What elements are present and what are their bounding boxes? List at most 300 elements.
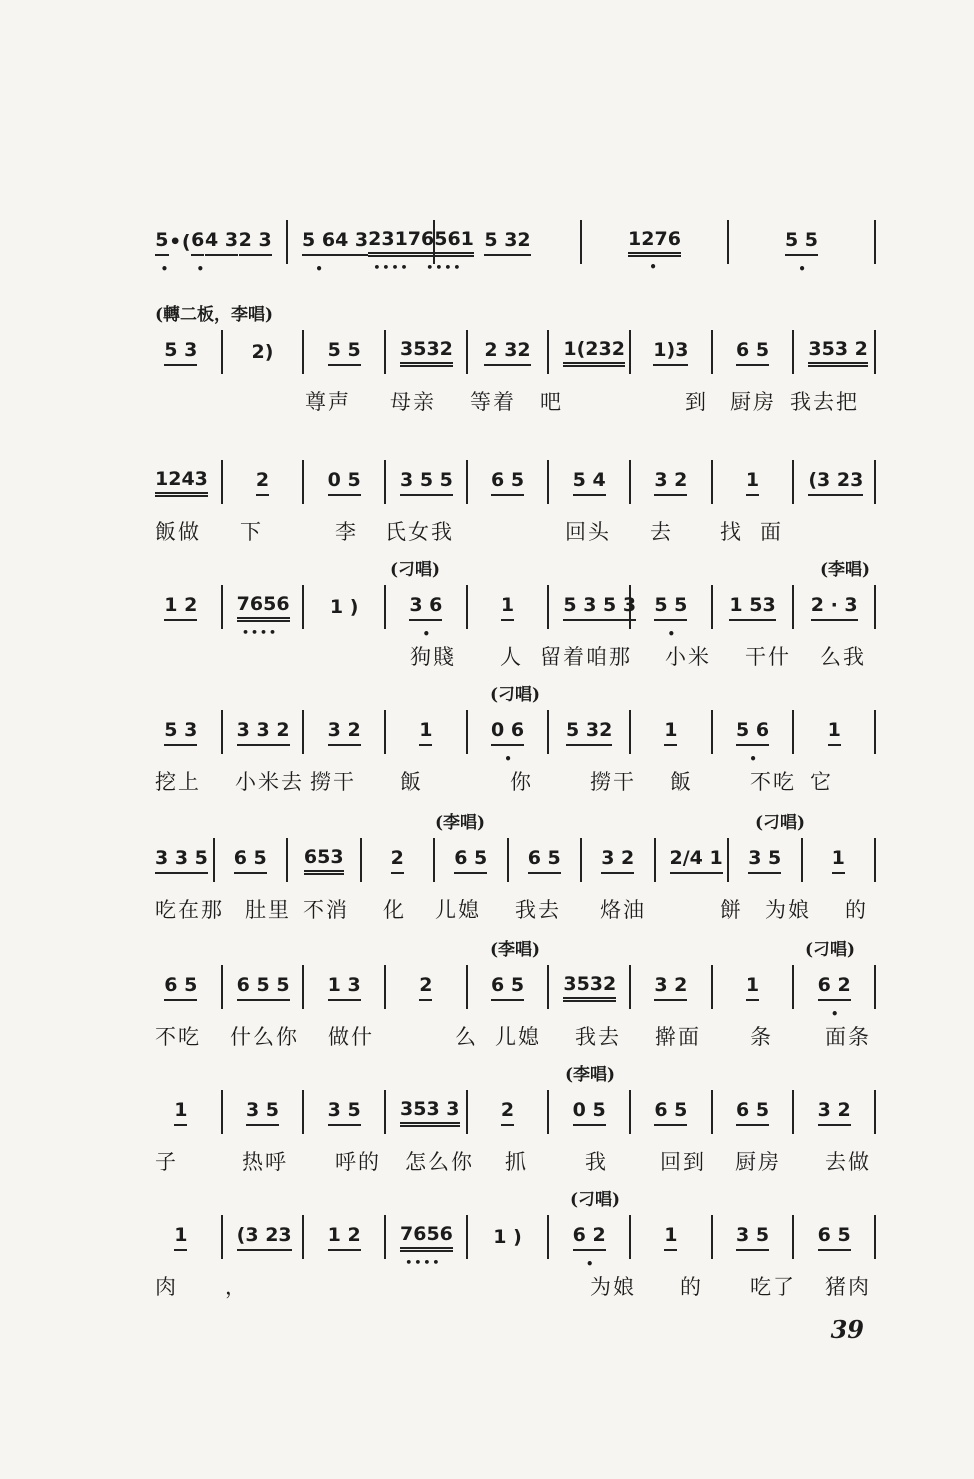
measure [563, 959, 615, 1015]
measure [155, 579, 207, 635]
jianpu-note-group: 3 2 [328, 719, 361, 746]
jianpu-note-group: 353 3 [400, 1098, 460, 1127]
bar-line [466, 710, 468, 754]
jianpu-note-group: 1 [746, 974, 759, 1001]
lyric-word: 找 [720, 520, 743, 544]
jianpu-note-group: 3 6 • [409, 594, 442, 621]
bar-line [629, 965, 631, 1009]
measure [743, 832, 787, 888]
lyric-word: ， [225, 1275, 248, 1299]
jianpu-note-group: 4 3 [335, 229, 368, 256]
lyric-word: 怎么你 [405, 1150, 474, 1174]
jianpu-note-group: 0 6 • [491, 719, 524, 746]
bar-line [302, 1090, 304, 1134]
jianpu-note-group: 3 3 5 [155, 847, 208, 874]
bar-line [629, 710, 631, 754]
notation-system [155, 190, 890, 312]
jianpu-note-group: 1276 • [628, 228, 681, 257]
performer-annotation: (李唱) [820, 560, 871, 580]
measure [808, 959, 860, 1015]
lyric-word: 它 [810, 770, 833, 794]
jianpu-note-group: 653 [304, 846, 344, 875]
jianpu-note-group: 5 6 • [736, 719, 769, 746]
notation-system [155, 1185, 890, 1307]
jianpu-note-group: 1 [501, 594, 514, 621]
measure [237, 579, 289, 635]
bar-line [547, 330, 549, 374]
measure [743, 214, 860, 270]
notation-system [155, 1060, 890, 1182]
performer-annotations [155, 680, 890, 705]
bar-line [874, 1090, 876, 1134]
jianpu-note-group: 1 [174, 1099, 187, 1126]
lyric-word: 飯 [670, 770, 693, 794]
jianpu-note-group: 3 5 [328, 1099, 361, 1126]
lyric-word: 尊声 [305, 390, 351, 414]
jianpu-note-group: 1 [832, 847, 845, 874]
bar-line [547, 1215, 549, 1259]
lyric-word: 热呼 [242, 1150, 288, 1174]
measure [482, 324, 534, 380]
measure [563, 454, 615, 510]
measure [229, 832, 273, 888]
lyric-word: 餅 [720, 898, 743, 922]
measure [400, 1209, 452, 1265]
jianpu-note-group: 1(232 [563, 338, 625, 367]
bar-line [874, 838, 876, 882]
lyric-word: 吃了 [750, 1275, 796, 1299]
measure [808, 1209, 860, 1265]
jianpu-note-group: 5 4 [573, 469, 606, 496]
measure [727, 959, 779, 1015]
measure [808, 454, 864, 510]
lyric-word: 小米去 [235, 770, 304, 794]
jianpu-note-group: 1 2 [164, 594, 197, 621]
bar-line [302, 1215, 304, 1259]
bar-line [360, 838, 362, 882]
bar-line [874, 460, 876, 504]
measure [596, 832, 640, 888]
lyric-word: 挖上 [155, 770, 201, 794]
lyric-word: 回头 [565, 520, 611, 544]
jianpu-note-group: 6 5 [736, 339, 769, 366]
performer-annotations [155, 808, 890, 833]
measure [808, 324, 868, 380]
measure [808, 704, 860, 760]
jianpu-note-group: 6561 •••• [421, 228, 474, 257]
bar-line [727, 838, 729, 882]
lyric-word: 去 [650, 520, 673, 544]
measure [318, 1084, 370, 1140]
jianpu-note-group: 6 5 [164, 974, 197, 1001]
jianpu-note-group: 3 2 [654, 469, 687, 496]
performer-annotations [155, 1060, 890, 1085]
jianpu-note-group: 1 53 [729, 594, 775, 621]
jianpu-note-group: • [169, 231, 182, 253]
jianpu-note-group: 2 [419, 974, 432, 1001]
lyric-word: 狗賤 [410, 645, 456, 669]
jianpu-note-group: 0 5 [328, 469, 361, 496]
measure [449, 832, 493, 888]
jianpu-note-group: 6 5 [491, 974, 524, 1001]
measure [563, 704, 615, 760]
lyric-word: 子 [155, 1150, 178, 1174]
jianpu-note-group: 5 5 [328, 339, 361, 366]
bar-line [286, 220, 288, 264]
measure [817, 832, 861, 888]
jianpu-note-group: (3 23 [237, 1224, 292, 1251]
measure [523, 832, 567, 888]
jianpu-note-group: 2 3 [239, 229, 272, 256]
jianpu-note-group: 5 3 [164, 719, 197, 746]
measure [563, 1084, 615, 1140]
measure [645, 324, 697, 380]
jianpu-note-group: 353 2 [808, 338, 868, 367]
notation-staff [155, 452, 890, 512]
jianpu-note-group: 1 [664, 719, 677, 746]
lyrics-line [155, 890, 890, 930]
jianpu-note-group: 2 [501, 1099, 514, 1126]
jianpu-note-group: 5 • [155, 229, 168, 256]
measure [318, 454, 370, 510]
jianpu-note-group: 1 2 [328, 1224, 361, 1251]
measure [376, 832, 420, 888]
bar-line [874, 220, 876, 264]
measure [400, 454, 452, 510]
lyric-word: 面条 [825, 1025, 871, 1049]
bar-line [384, 710, 386, 754]
bar-line [547, 585, 549, 629]
measure [400, 579, 452, 635]
measure [318, 579, 370, 635]
lyric-word: 吧 [540, 390, 563, 414]
bar-line [629, 330, 631, 374]
lyric-word: 做什 [328, 1025, 374, 1049]
measure [155, 832, 208, 888]
performer-annotation: (刁唱) [755, 813, 806, 833]
bar-line [580, 838, 582, 882]
bar-line [213, 838, 215, 882]
bar-line [221, 1090, 223, 1134]
measure [727, 1084, 779, 1140]
jianpu-note-group: 2 32 [484, 339, 530, 366]
lyric-word: 擀面 [655, 1025, 701, 1049]
lyric-word: 母亲 [390, 390, 436, 414]
performer-annotation: (李唱) [490, 940, 541, 960]
bar-line [874, 585, 876, 629]
bar-line [547, 1090, 549, 1134]
jianpu-note-group: 6 5 [528, 847, 561, 874]
performer-annotations [155, 935, 890, 960]
bar-line [629, 460, 631, 504]
bar-line [792, 965, 794, 1009]
notation-system [155, 555, 890, 677]
measure [155, 959, 207, 1015]
lyric-word: 烙油 [600, 898, 646, 922]
bar-line [711, 460, 713, 504]
lyrics-line [155, 1017, 890, 1057]
jianpu-note-group: 4 3 [205, 229, 238, 256]
notation-system [155, 680, 890, 802]
jianpu-note-group: 3 2 [654, 974, 687, 1001]
measure [563, 1209, 615, 1265]
jianpu-note-group: 2 [391, 847, 404, 874]
notation-system [155, 808, 890, 930]
jianpu-note-group: 7656 •••• [400, 1223, 453, 1252]
jianpu-note-group: 3532 [400, 338, 453, 367]
jianpu-note-group: 6 2 • [573, 1224, 606, 1251]
bar-line [302, 710, 304, 754]
performer-annotations [155, 190, 890, 212]
measure [645, 579, 697, 635]
bar-line [433, 838, 435, 882]
measure [155, 324, 207, 380]
jianpu-note-group: 6 5 [454, 847, 487, 874]
jianpu-note-group: 1 [174, 1224, 187, 1251]
measure [727, 324, 779, 380]
lyric-word: 面 [760, 520, 783, 544]
lyric-word: 的 [680, 1275, 703, 1299]
jianpu-note-group: 2 · 3 [811, 594, 858, 621]
measure [727, 1209, 779, 1265]
measure [482, 454, 534, 510]
bar-line [221, 965, 223, 1009]
jianpu-note-group: 5 32 [484, 229, 530, 256]
measure [563, 579, 637, 635]
measure [237, 704, 289, 760]
lyric-word: 李 [335, 520, 358, 544]
notation-staff [155, 322, 890, 382]
bar-line [384, 965, 386, 1009]
measure [237, 324, 289, 380]
jianpu-note-group: 6 5 [234, 847, 267, 874]
jianpu-note-group: 6 5 5 [237, 974, 290, 1001]
lyric-word: 我去 [575, 1025, 621, 1049]
measure [645, 454, 697, 510]
lyric-word: 厨房 [735, 1150, 781, 1174]
jianpu-note-group: 6 • [191, 229, 204, 256]
lyric-word: 我去把 [790, 390, 859, 414]
lyrics-line [155, 1267, 890, 1307]
measure [302, 832, 346, 888]
measure [237, 959, 289, 1015]
lyric-word: 你 [510, 770, 533, 794]
measure [482, 1084, 534, 1140]
lyric-word: 么我 [820, 645, 866, 669]
jianpu-note-group: 1 [419, 719, 432, 746]
jianpu-note-group: 1 [746, 469, 759, 496]
bar-line [221, 710, 223, 754]
jianpu-note-group: 6 5 [736, 1099, 769, 1126]
notation-system [155, 300, 890, 422]
bar-line [547, 965, 549, 1009]
jianpu-note-group: 1 3 [328, 974, 361, 1001]
bar-line [629, 1215, 631, 1259]
bar-line [302, 965, 304, 1009]
measure [563, 324, 625, 380]
jianpu-note-group: 5 3 5 3 [563, 594, 636, 621]
bar-line [711, 330, 713, 374]
bar-line [629, 1090, 631, 1134]
jianpu-note-group: (3 23 [808, 469, 863, 496]
measure [482, 959, 534, 1015]
notation-staff [155, 212, 890, 272]
measure [318, 324, 370, 380]
jianpu-note-group: ( [181, 231, 191, 253]
notation-staff [155, 577, 890, 637]
jianpu-note-group: 6 5 [654, 1099, 687, 1126]
performer-annotation: (刁唱) [570, 1190, 621, 1210]
jianpu-note-group: 1 ) [329, 596, 359, 618]
jianpu-note-group: 5 3 [164, 339, 197, 366]
bar-line [711, 1090, 713, 1134]
bar-line [384, 460, 386, 504]
lyric-word: 为娘 [590, 1275, 636, 1299]
measure [302, 214, 474, 270]
lyric-word: 留着咱那 [540, 645, 632, 669]
lyric-word: 下 [240, 520, 263, 544]
lyric-word: 呼的 [335, 1150, 381, 1174]
notation-staff [155, 957, 890, 1017]
bar-line [384, 1215, 386, 1259]
bar-line [874, 1215, 876, 1259]
jianpu-note-group: 2317 •••• [368, 228, 421, 257]
measure [727, 454, 779, 510]
performer-annotation: (刁唱) [490, 685, 541, 705]
lyric-word: 人 [500, 645, 523, 669]
lyric-word: 等着 [470, 390, 516, 414]
jianpu-note-group: 6 5 [818, 1224, 851, 1251]
measure [237, 1084, 289, 1140]
jianpu-note-group: 5 5 • [654, 594, 687, 621]
lyric-word: 飯 [400, 770, 423, 794]
bar-line [466, 585, 468, 629]
lyric-word: 肉 [155, 1275, 178, 1299]
measure [482, 704, 534, 760]
measure [400, 324, 452, 380]
performer-annotations [155, 430, 890, 452]
bar-line [792, 710, 794, 754]
bar-line [654, 838, 656, 882]
lyric-word: 什么你 [230, 1025, 299, 1049]
bar-line [384, 1090, 386, 1134]
notation-staff [155, 1082, 890, 1142]
measure [155, 1084, 207, 1140]
lyric-word: 猪肉 [825, 1275, 871, 1299]
jianpu-note-group: 5 5 • [785, 229, 818, 256]
lyric-word: 我 [585, 1150, 608, 1174]
jianpu-note-group: 0 5 [573, 1099, 606, 1126]
bar-line [727, 220, 729, 264]
page-number: 39 [830, 1315, 864, 1344]
lyric-word: 为娘 [765, 898, 811, 922]
bar-line [221, 1215, 223, 1259]
bar-line [792, 585, 794, 629]
measure [400, 959, 452, 1015]
jianpu-note-group: 5 32 [566, 719, 612, 746]
lyric-word: 么 [455, 1025, 478, 1049]
jianpu-note-group: 6 2 • [818, 974, 851, 1001]
lyric-word: 儿媳 [435, 898, 481, 922]
lyric-word: 肚里 [245, 898, 291, 922]
lyric-word: 回到 [660, 1150, 706, 1174]
bar-line [874, 330, 876, 374]
jianpu-note-group: 1243 [155, 468, 208, 497]
performer-annotations [155, 300, 890, 325]
lyric-word: 不吃 [155, 1025, 201, 1049]
bar-line [466, 1215, 468, 1259]
measure [318, 959, 370, 1015]
bar-line [302, 585, 304, 629]
bar-line [221, 585, 223, 629]
jianpu-note-group: 3 2 [601, 847, 634, 874]
bar-line [792, 330, 794, 374]
bar-line [711, 965, 713, 1009]
jianpu-note-group: 3 5 [736, 1224, 769, 1251]
bar-line [711, 585, 713, 629]
notation-staff [155, 702, 890, 762]
measure [482, 579, 534, 635]
bar-line [580, 220, 582, 264]
bar-line [384, 330, 386, 374]
bar-line [792, 1215, 794, 1259]
jianpu-note-group: 6 5 [491, 469, 524, 496]
measure [808, 579, 860, 635]
measure [727, 579, 779, 635]
lyric-word: 撈干 [590, 770, 636, 794]
lyric-word: 吃在那 [155, 898, 224, 922]
lyric-word: 氏女我 [385, 520, 454, 544]
bar-line [221, 330, 223, 374]
jianpu-note-group: 1 ) [493, 1226, 522, 1248]
bar-line [711, 1215, 713, 1259]
bar-line [466, 1090, 468, 1134]
measure [808, 1084, 860, 1140]
jianpu-note-group: 1 [664, 1224, 677, 1251]
bar-line [507, 838, 509, 882]
lyric-word: 去做 [825, 1150, 871, 1174]
bar-line [302, 460, 304, 504]
bar-line [792, 1090, 794, 1134]
measure [155, 214, 272, 270]
performer-annotation: (刁唱) [390, 560, 441, 580]
measure [669, 832, 723, 888]
performer-annotations [155, 1185, 890, 1210]
bar-line [547, 460, 549, 504]
lyric-word: 化 [383, 898, 406, 922]
measure [482, 1209, 534, 1265]
notation-system [155, 430, 890, 552]
jianpu-note-group: 1)3 [653, 339, 688, 366]
jianpu-note-group: 3 2 [818, 1099, 851, 1126]
measure [645, 1209, 697, 1265]
lyrics-line [155, 382, 890, 422]
notation-system [155, 935, 890, 1057]
lyrics-line [155, 512, 890, 552]
bar-line [547, 710, 549, 754]
measure [645, 704, 697, 760]
lyric-word: 厨房 [730, 390, 776, 414]
bar-line [384, 585, 386, 629]
bar-line [302, 330, 304, 374]
measure [155, 1209, 207, 1265]
jianpu-note-group: 2 [256, 469, 269, 496]
measure [155, 704, 207, 760]
measure [318, 704, 370, 760]
lyric-word: 飯做 [155, 520, 201, 544]
lyric-word: 不消 [303, 898, 349, 922]
jianpu-note-group: 3 5 [748, 847, 781, 874]
